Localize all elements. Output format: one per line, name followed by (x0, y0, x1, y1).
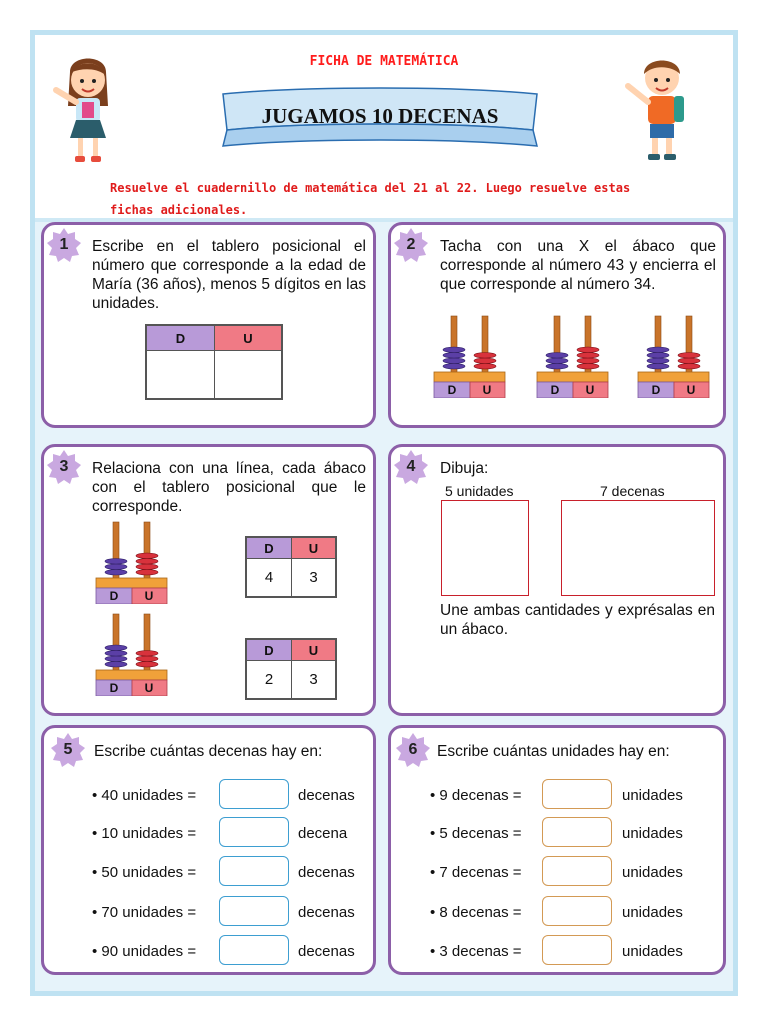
abacus-base-top (96, 670, 167, 680)
q3-table-2-tens-header: D (247, 640, 291, 660)
q6-row-4-label: • 8 decenas = (430, 904, 522, 921)
q1-place-value-table (145, 324, 283, 400)
units-bead (577, 358, 599, 364)
q5-row-4-answer[interactable] (219, 896, 289, 926)
q2-abacus-1[interactable] (432, 314, 507, 398)
q1-units-cell[interactable] (214, 350, 281, 398)
q3-table-1-tens-value: 4 (247, 558, 291, 596)
units-bead (136, 570, 158, 576)
units-bead (577, 364, 599, 370)
q1-units-header: U (214, 326, 281, 350)
question-6-title: Escribe cuántas unidades hay en: (437, 743, 670, 760)
q6-row-2-label: • 5 decenas = (430, 825, 522, 842)
q2-abacus-3[interactable] (636, 314, 711, 398)
q5-row-4-unit: decenas (298, 904, 355, 921)
q5-row-1-label: • 40 unidades = (92, 787, 197, 804)
q6-row-5-answer[interactable] (542, 935, 612, 965)
units-bead (678, 364, 700, 370)
units-bead (136, 559, 158, 565)
question-2-text: Tacha con una X el ábaco que corresponde al número 43 y encierra el que corresponde al número 34. (440, 238, 716, 293)
q6-row-3-unit: unidades (622, 864, 683, 881)
tens-bead (443, 364, 465, 370)
q5-row-1-answer[interactable] (219, 779, 289, 809)
tens-bead (105, 656, 127, 662)
tens-bead (647, 364, 669, 370)
q5-row-1-unit: decenas (298, 787, 355, 804)
question-5-number: 5 (63, 741, 73, 758)
q3-place-value-table-2[interactable] (245, 638, 337, 700)
q4-draw-box-units[interactable] (441, 500, 529, 596)
question-4-number: 4 (406, 458, 416, 475)
units-bead (136, 656, 158, 662)
q3-abacus-2[interactable] (94, 612, 169, 696)
question-1-text: Escribe en el tablero posicional el número que corresponde a la edad de María (36 años), menos 5 dígitos en las unidades. (92, 238, 366, 312)
tens-bead (105, 662, 127, 668)
tens-bead (443, 358, 465, 364)
question-2-number: 2 (406, 236, 416, 253)
abacus-tens-label: D (651, 383, 661, 397)
abacus-tens-label: D (447, 383, 457, 397)
q6-row-5-label: • 3 decenas = (430, 943, 522, 960)
question-4-title: Dibuja: (440, 460, 489, 477)
abacus-units-label: U (144, 589, 154, 603)
abacus-units-label: U (144, 681, 154, 695)
units-bead (136, 553, 158, 559)
q1-tens-header: D (147, 326, 214, 350)
tens-bead (546, 358, 568, 364)
q5-row-2-label: • 10 unidades = (92, 825, 197, 842)
q5-row-2-answer[interactable] (219, 817, 289, 847)
units-bead (678, 358, 700, 364)
q4-draw-box-tens[interactable] (561, 500, 715, 596)
units-bead (136, 662, 158, 668)
q6-row-1-label: • 9 decenas = (430, 787, 522, 804)
units-bead (474, 358, 496, 364)
question-3-text: Relaciona con una línea, cada ábaco con el tablero posicional que le corresponde. (92, 460, 366, 515)
tens-bead (546, 364, 568, 370)
question-5-card (41, 725, 376, 975)
q5-row-5-label: • 90 unidades = (92, 943, 197, 960)
abacus-base-top (96, 578, 167, 588)
question-6-number: 6 (408, 741, 418, 758)
q6-row-3-label: • 7 decenas = (430, 864, 522, 881)
q3-table-2-tens-value: 2 (247, 660, 291, 698)
units-bead (474, 353, 496, 359)
q3-table-2-units-header: U (291, 640, 335, 660)
q3-table-2-units-value: 3 (291, 660, 335, 698)
q4-box-2-label: 7 decenas (600, 483, 665, 499)
q6-row-5-unit: unidades (622, 943, 683, 960)
worksheet-title: JUGAMOS 10 DECENAS (261, 104, 499, 128)
q6-row-2-answer[interactable] (542, 817, 612, 847)
q6-row-2-unit: unidades (622, 825, 683, 842)
q5-row-2-unit: decena (298, 825, 348, 842)
q6-row-1-unit: unidades (622, 787, 683, 804)
q4-box-1-label: 5 unidades (445, 483, 514, 499)
abacus-units-label: U (686, 383, 696, 397)
tens-bead (443, 353, 465, 359)
units-bead (577, 347, 599, 353)
q3-abacus-1[interactable] (94, 520, 169, 604)
abacus-units-label: U (482, 383, 492, 397)
units-bead (136, 564, 158, 570)
abacus-tens-label: D (109, 681, 119, 695)
question-3-number: 3 (59, 458, 69, 475)
tens-bead (647, 353, 669, 359)
q6-row-4-unit: unidades (622, 904, 683, 921)
q5-row-3-unit: decenas (298, 864, 355, 881)
tens-bead (443, 347, 465, 353)
abacus-base-top (537, 372, 608, 382)
abacus-base-top (434, 372, 505, 382)
q5-row-3-answer[interactable] (219, 856, 289, 886)
q6-row-1-answer[interactable] (542, 779, 612, 809)
q5-row-5-answer[interactable] (219, 935, 289, 965)
question-4-text: Une ambas cantidades y exprésalas en un ábaco. (440, 602, 715, 638)
tens-bead (105, 570, 127, 576)
q2-abacus-2[interactable] (535, 314, 610, 398)
question-1-number: 1 (59, 236, 69, 253)
tens-bead (647, 347, 669, 353)
q5-row-3-label: • 50 unidades = (92, 864, 197, 881)
q5-row-4-label: • 70 unidades = (92, 904, 197, 921)
tens-bead (647, 358, 669, 364)
tens-bead (105, 564, 127, 570)
question-5-title: Escribe cuántas decenas hay en: (94, 743, 323, 760)
tens-bead (546, 353, 568, 359)
abacus-base-top (638, 372, 709, 382)
q3-place-value-table-1[interactable] (245, 536, 337, 598)
units-bead (474, 364, 496, 370)
tens-bead (105, 559, 127, 565)
boy-illustration (620, 50, 700, 168)
girl-illustration (48, 50, 128, 168)
units-bead (136, 651, 158, 657)
q6-row-4-answer[interactable] (542, 896, 612, 926)
abacus-tens-label: D (550, 383, 560, 397)
units-bead (577, 353, 599, 359)
tens-bead (105, 651, 127, 657)
q5-row-5-unit: decenas (298, 943, 355, 960)
q3-table-1-units-value: 3 (291, 558, 335, 596)
q3-table-1-tens-header: D (247, 538, 291, 558)
tens-bead (105, 645, 127, 651)
units-bead (678, 353, 700, 359)
instructions-text: Resuelve el cuadernillo de matemática del 21 al 22. Luego resuelve estas fichas adicionales. (110, 181, 631, 217)
worksheet-kicker: FICHA DE MATEMÁTICA (309, 54, 459, 69)
abacus-units-label: U (585, 383, 595, 397)
q3-table-1-units-header: U (291, 538, 335, 558)
q6-row-3-answer[interactable] (542, 856, 612, 886)
q1-tens-cell[interactable] (147, 350, 214, 398)
abacus-tens-label: D (109, 589, 119, 603)
